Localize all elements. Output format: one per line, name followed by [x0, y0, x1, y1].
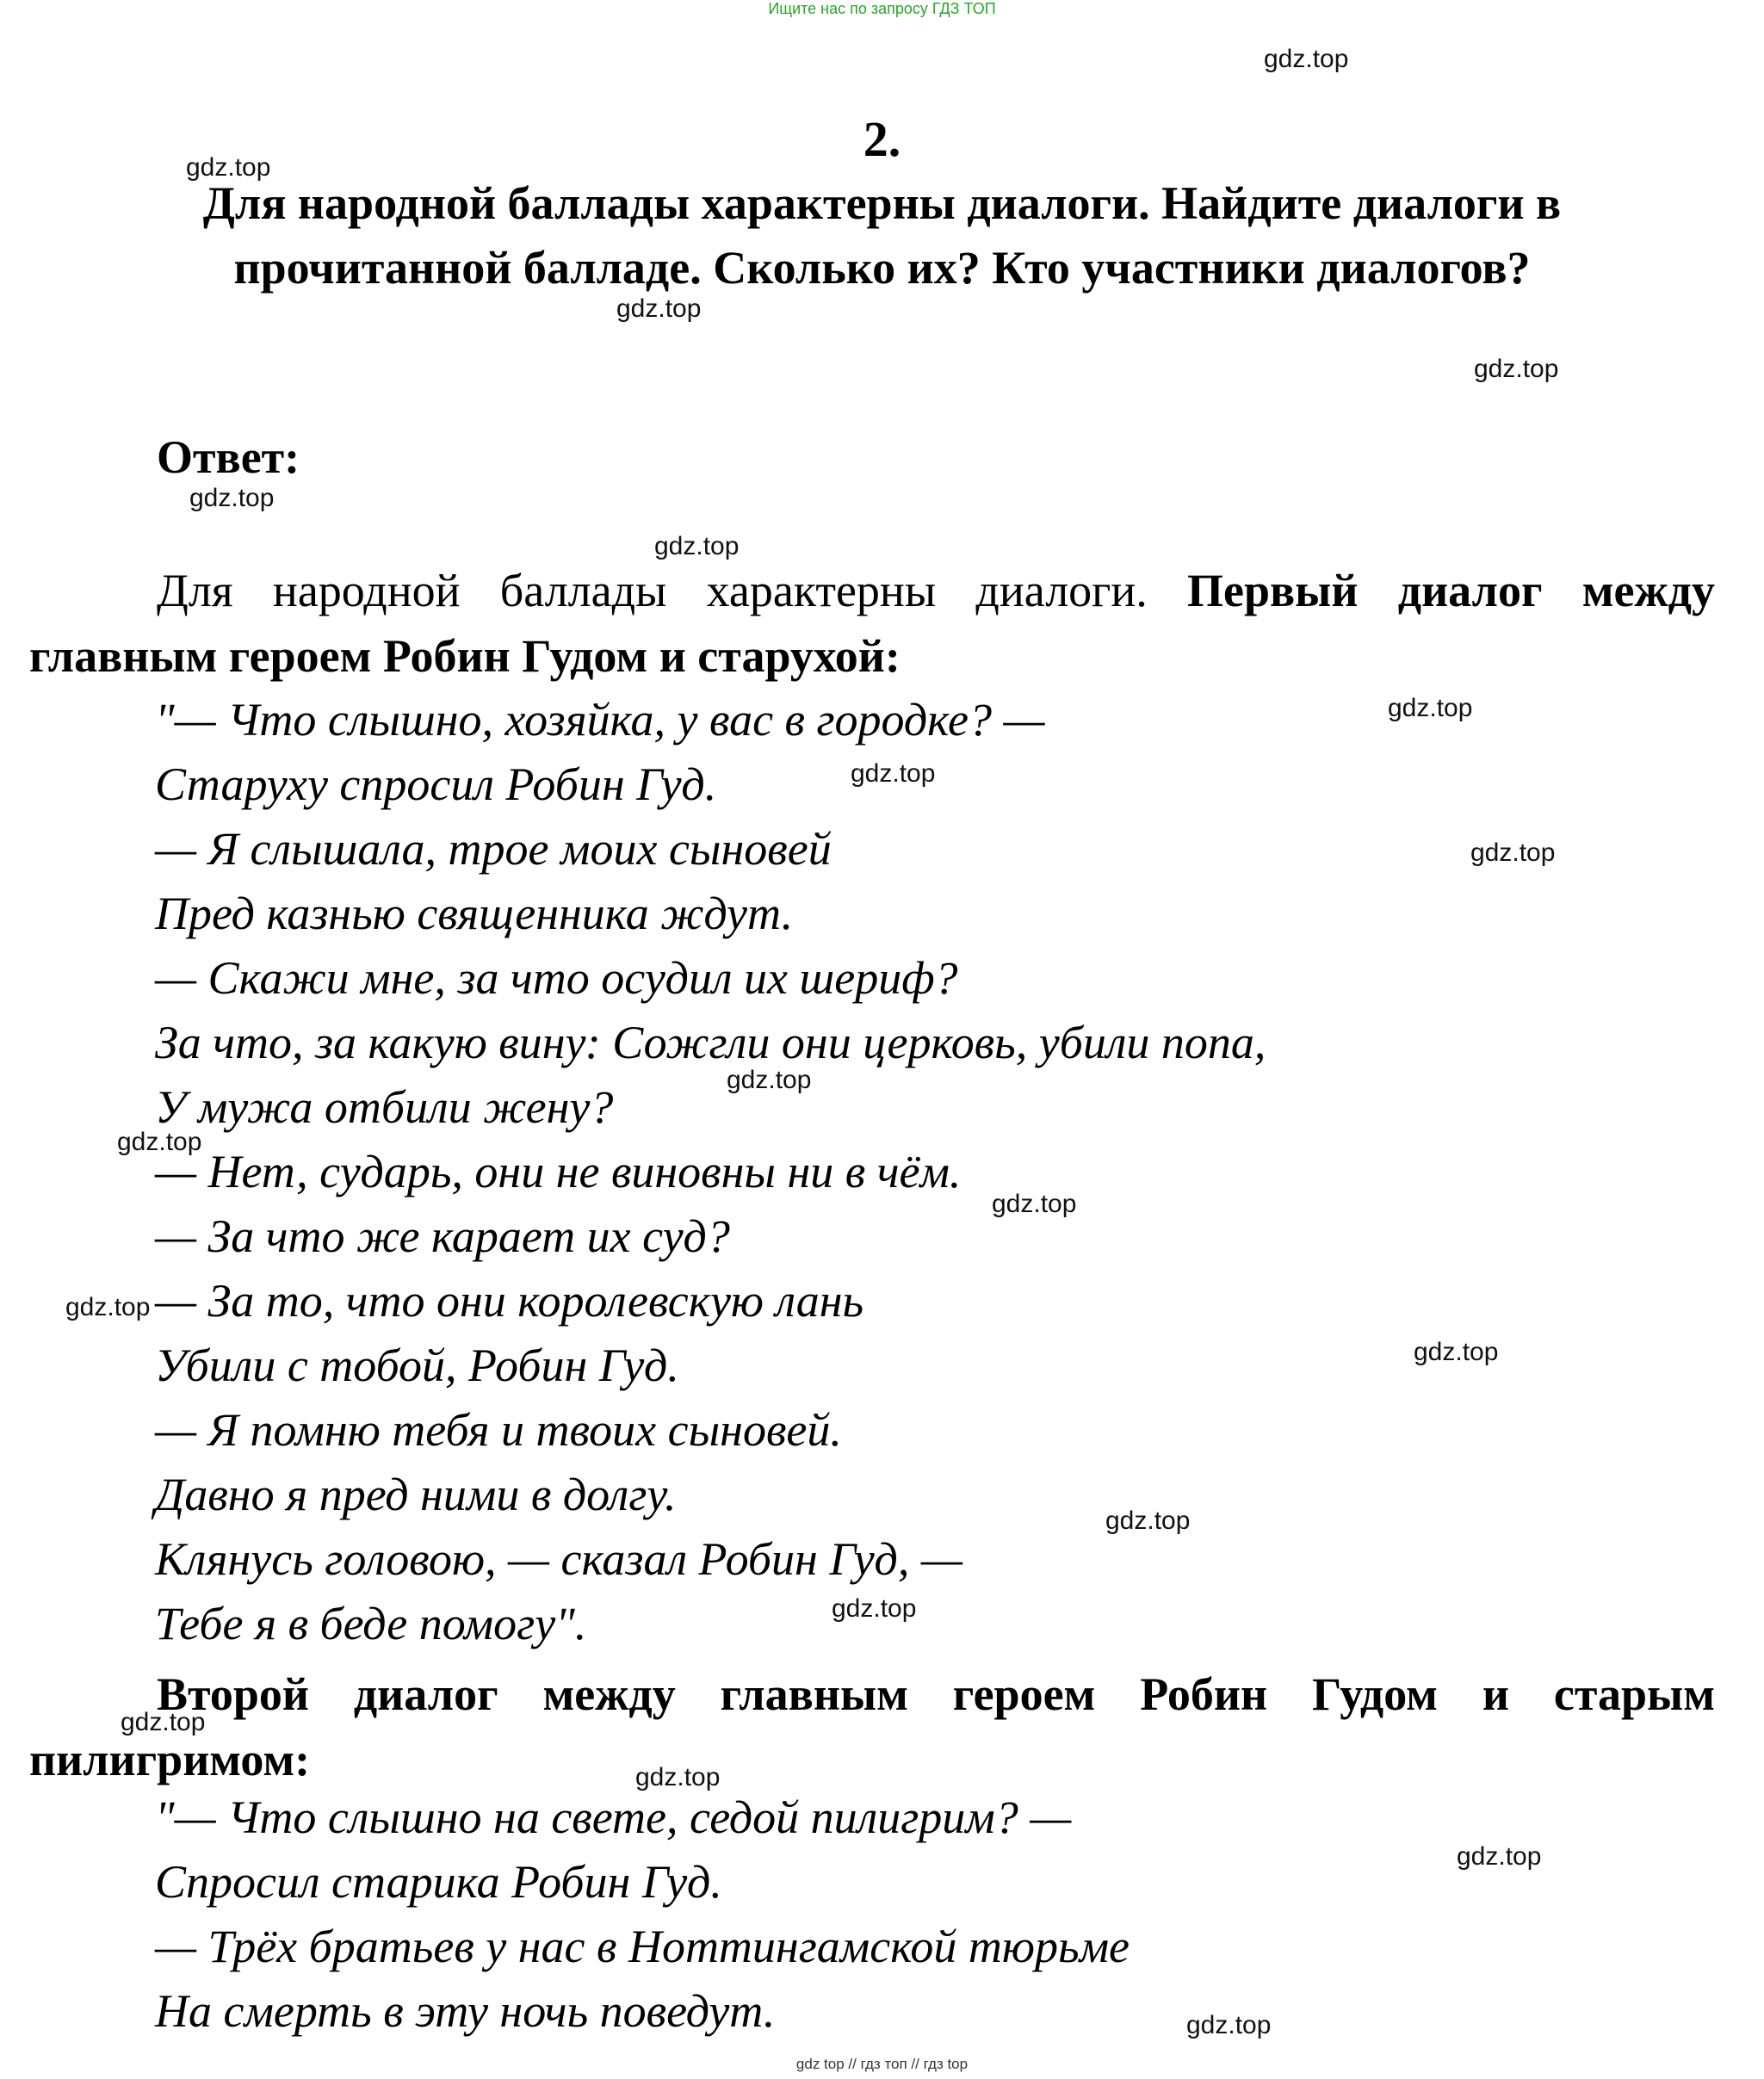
dialog1-line: — Я слышала, трое моих сыновей [155, 823, 832, 875]
watermark: gdz.top [1388, 694, 1473, 722]
intro-regular-text: Для народной баллады характерны диалоги. [157, 565, 1188, 616]
question-line-1: Для народной баллады характерны диалоги. Найдите диалоги в [202, 177, 1562, 229]
dialog1-line: — За что же карает их суд? [155, 1210, 730, 1262]
intro-paragraph [29, 558, 1715, 689]
watermark: gdz.top [1470, 838, 1556, 867]
dialog2-line: — Трёх братьев у нас в Ноттингамской тюрьме [155, 1921, 1130, 1972]
intro-bold-text: Первый диалог между главным героем Робин Гудом и старухой: [29, 565, 1715, 682]
watermark: gdz.top [121, 1708, 206, 1736]
dialog2-line: "— Что слышно на свете, седой пилигрим? — [155, 1791, 1072, 1843]
dialog1-line: — Нет, сударь, они не виновны ни в чём. [155, 1146, 962, 1197]
dialog1-line: У мужа отбили жену? [155, 1081, 614, 1133]
dialog1-line: — Я помню тебя и твоих сыновей. [155, 1404, 842, 1456]
dialog2-line: Спросил старика Робин Гуд. [155, 1856, 722, 1908]
dialog2-line: На смерть в эту ночь поведут. [155, 1985, 776, 2037]
dialog1-line: Старуху спросил Робин Гуд. [155, 758, 717, 810]
watermark: gdz.top [65, 1293, 151, 1321]
watermark: gdz.top [1474, 355, 1559, 383]
watermark: gdz.top [1264, 45, 1349, 73]
watermark: gdz.top [1186, 2011, 1272, 2039]
watermark: gdz.top [727, 1066, 812, 1094]
top-banner: Ищите нас по запросу ГДЗ ТОП [768, 0, 996, 17]
watermark: gdz.top [1414, 1338, 1499, 1366]
dialog1-line: Давно я пред ними в долгу. [155, 1469, 677, 1520]
dialog1-line: Пред казнью священника ждут. [155, 888, 794, 939]
dialog1-line: Клянусь головою, — сказал Робин Гуд, — [155, 1533, 962, 1585]
watermark: gdz.top [832, 1594, 917, 1623]
watermark: gdz.top [635, 1763, 721, 1791]
footer-watermark: gdz top // гдз топ // гдз top [795, 2056, 969, 2072]
watermark: gdz.top [654, 532, 740, 560]
dialog1-line: Тебе я в беде помогу". [155, 1598, 587, 1649]
second-dialog-heading: Второй диалог между главным героем Робин Гудом и старым пилигримом: [29, 1668, 1715, 1785]
dialog1-line: — За то, что они королевскую лань [155, 1275, 864, 1327]
dialog1-line: За что, за какую вину: Сожгли они церковь, убили попа, [155, 1017, 1266, 1068]
watermark: gdz.top [117, 1128, 202, 1156]
watermark: gdz.top [851, 759, 936, 788]
task-number: 2. [863, 111, 901, 167]
watermark: gdz.top [1105, 1507, 1191, 1535]
watermark: gdz.top [992, 1190, 1077, 1218]
answer-label: Ответ: [157, 431, 300, 483]
watermark: gdz.top [189, 484, 275, 512]
dialog1-line: "— Что слышно, хозяйка, у вас в городке? — [155, 694, 1045, 746]
dialog1-line: Убили с тобой, Робин Гуд. [155, 1340, 679, 1391]
watermark: gdz.top [616, 294, 702, 323]
dialog1-line: — Скажи мне, за что осудил их шериф? [155, 952, 958, 1004]
question-line-2: прочитанной балладе. Сколько их? Кто участники диалогов? [233, 242, 1531, 294]
watermark: gdz.top [1457, 1842, 1542, 1871]
watermark: gdz.top [186, 153, 271, 182]
